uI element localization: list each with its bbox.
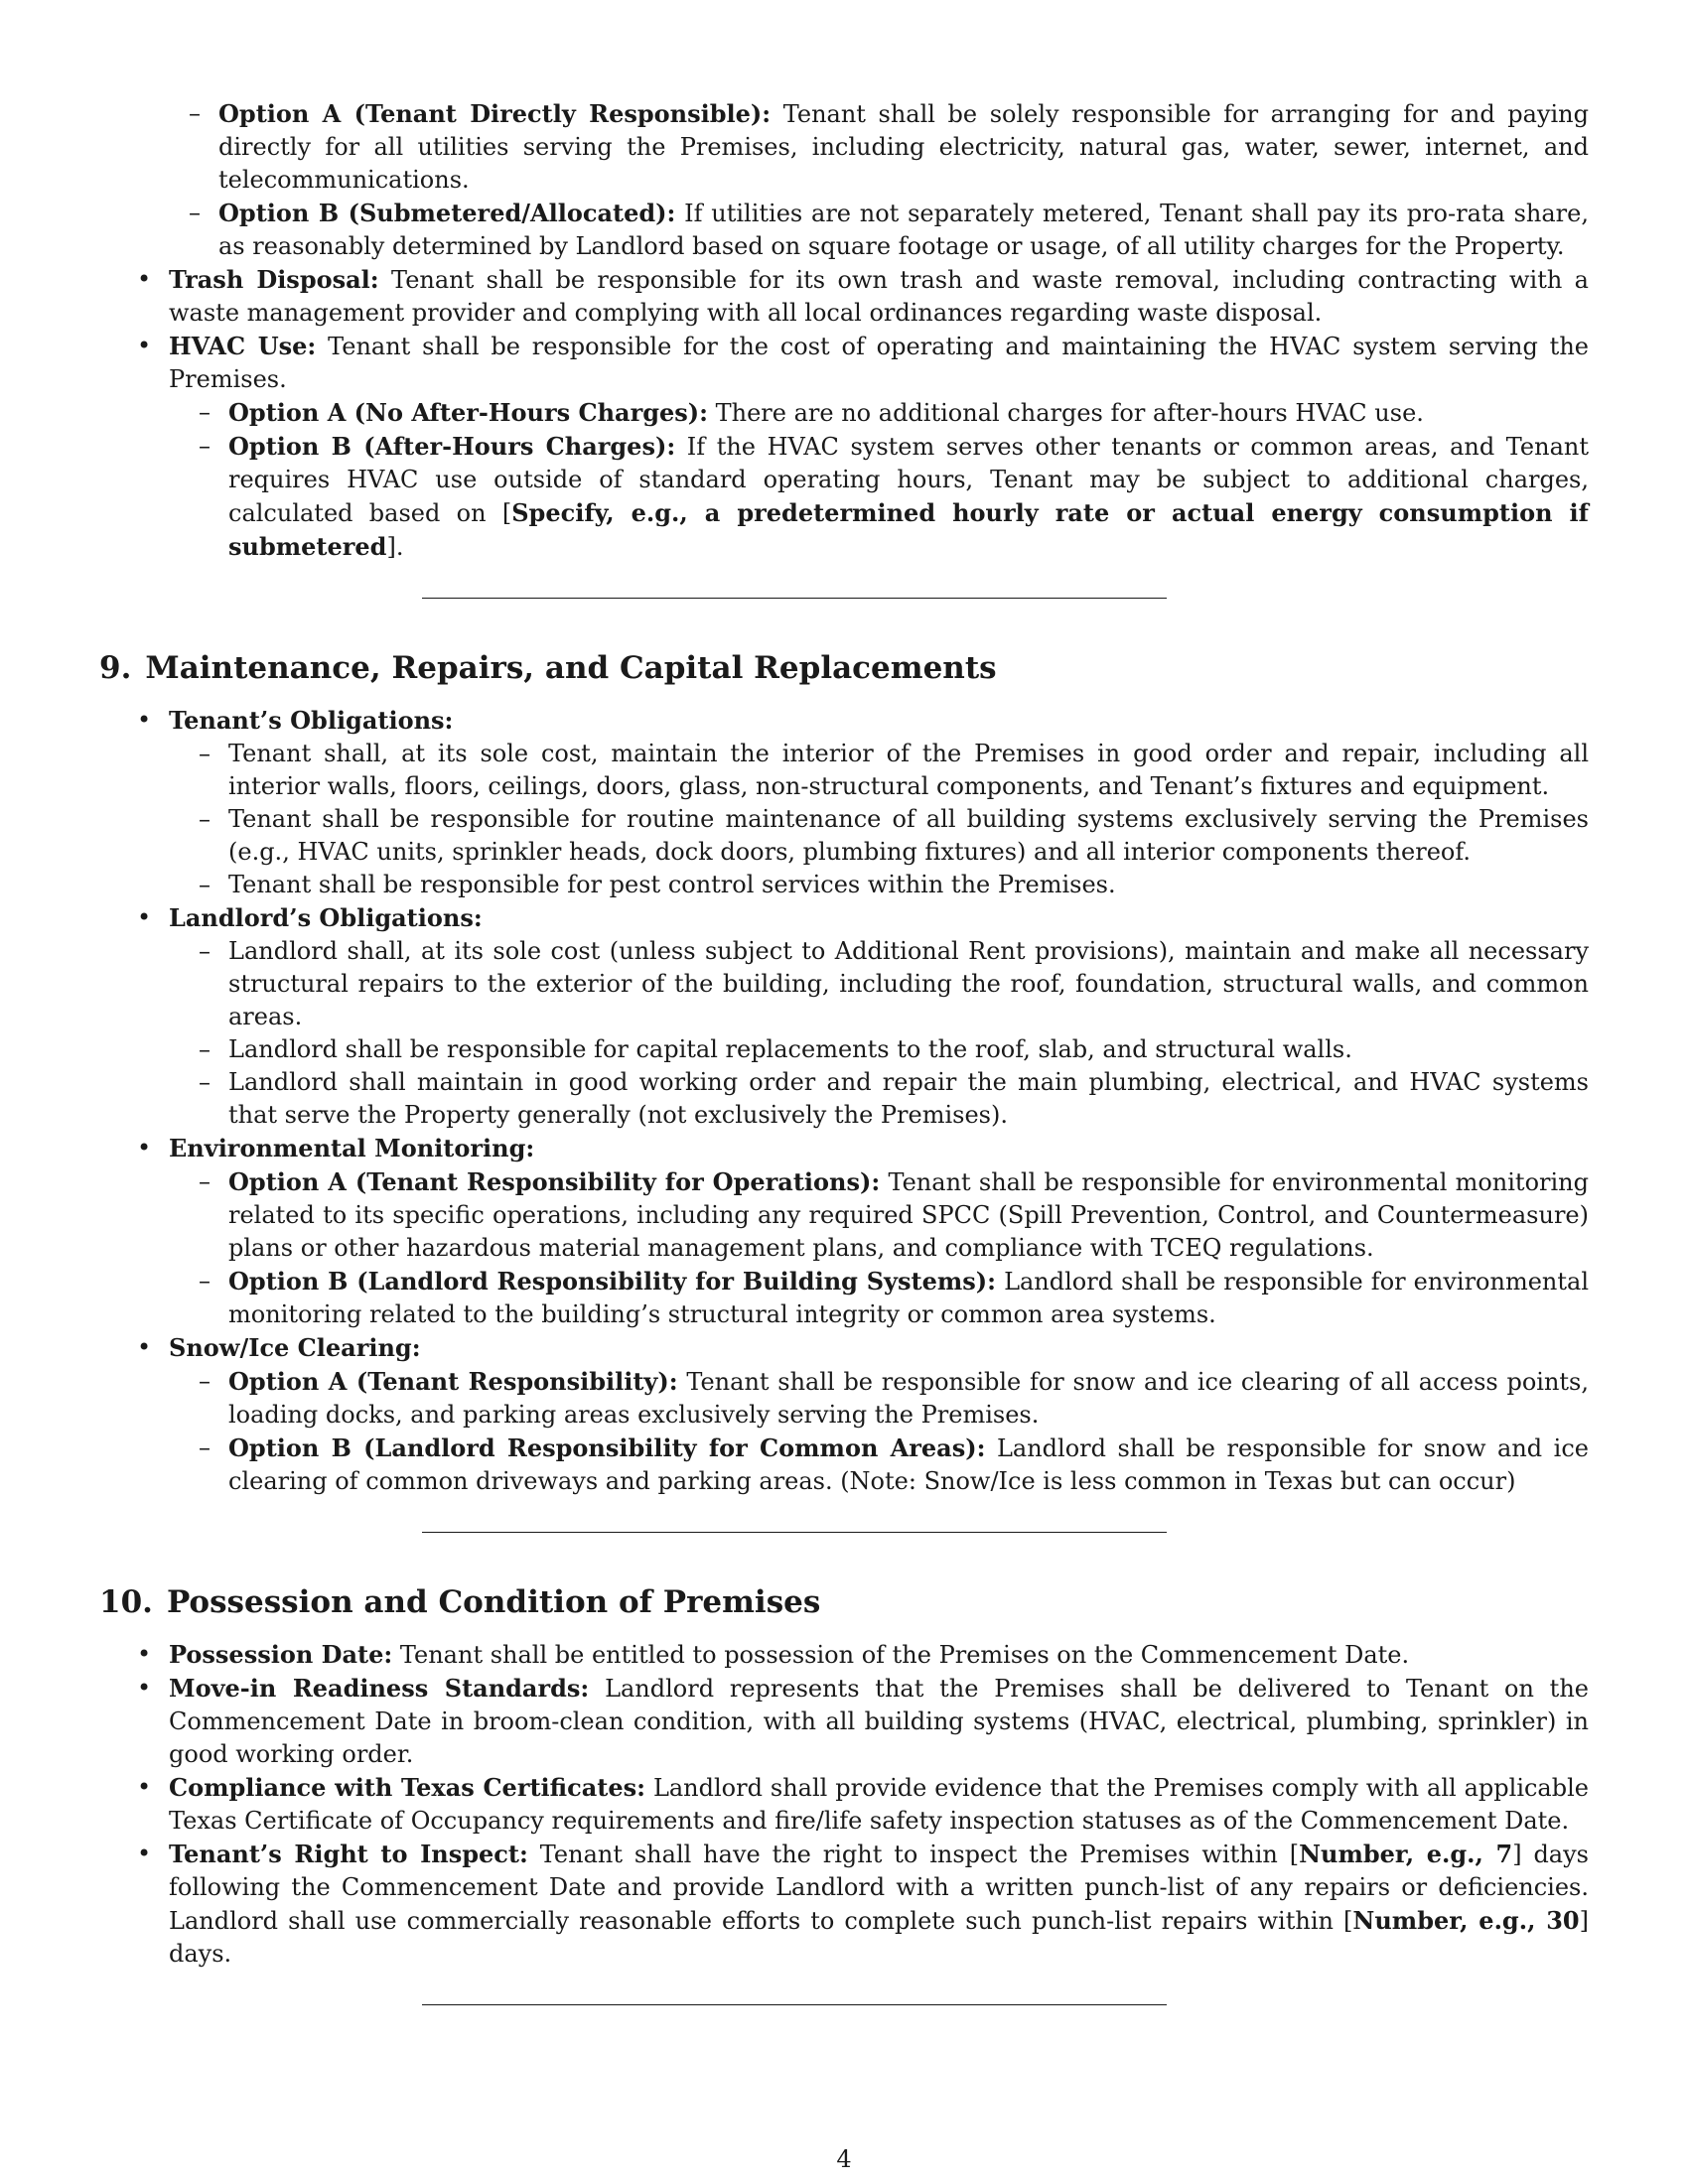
- right-to-inspect-item: • Tenant’s Right to Inspect: Tenant shall have the right to inspect the Premises within [Number, e.g., 7] days following the Commencement Date and provide Landlord with a written punch-list of any repairs or deficiencies. Landlord shall use commercially reasonable efforts to complete such punch-list repairs within [Number, e.g., 30] days.: [99, 1838, 1589, 1971]
- snow-ice-item: • Snow/Ice Clearing: – Option A (Tenant Responsibility): Tenant shall be responsible for snow and ice clearing of all access points, loading docks, and parking areas exclusively serving the Premises. – Option B (Landlord Responsibility for Common Areas): Landlord shall be responsible for snow and ice clearing of common driveways and parking areas. (Note: Snow/Ice is less common in Texas but can occur): [99, 1331, 1589, 1498]
- hvac-options-list: [169, 396, 1589, 564]
- list-item: – Tenant shall be responsible for routine maintenance of all building systems exclusively serving the Premises (e.g., HVAC units, sprinkler heads, dock doors, plumbing fixtures) and all interior components thereof.: [169, 803, 1589, 869]
- snow-option-b: – Option B (Landlord Responsibility for Common Areas): Landlord shall be responsible for snow and ice clearing of common driveways and parking areas. (Note: Snow/Ice is less common in Texas but can occur): [169, 1432, 1589, 1498]
- list-item: – Tenant shall be responsible for pest control services within the Premises.: [169, 869, 1589, 901]
- environmental-option-b: – Option B (Landlord Responsibility for Building Systems): Landlord shall be responsible for environmental monitoring related to the building’s structural integrity or common area systems.: [169, 1265, 1589, 1331]
- utilities-option-a: – Option A (Tenant Directly Responsible): Tenant shall be solely responsible for arranging for and paying directly for all utilities serving the Premises, including electricity, natural gas, water, sewer, internet, and telecommunications.: [159, 97, 1589, 197]
- hvac-option-b: – Option B (After-Hours Charges): If the HVAC system serves other tenants or common areas, and Tenant requires HVAC use outside of standard operating hours, Tenant may be subject to additional charges, calculated based on [Specify, e.g., a predetermined hourly rate or actual energy consumption if submetered].: [169, 430, 1589, 564]
- environmental-monitoring-item: • Environmental Monitoring: – Option A (Tenant Responsibility for Operations): Tenant shall be responsible for environmental monitoring related to its specific operations, including any required SPCC (Spill Prevention, Control, and Countermeasure) plans or other hazardous material management plans, and compliance with TCEQ regulations. – Option B (Landlord Responsibility for Building Systems): Landlord shall be responsible for environmental monitoring related to the building’s structural integrity or common area systems.: [99, 1132, 1589, 1331]
- section-divider: [422, 2004, 1167, 2005]
- trash-disposal-item: • Trash Disposal: Tenant shall be responsible for its own trash and waste removal, including contracting with a waste management provider and complying with all local ordinances regarding waste disposal.: [99, 263, 1589, 330]
- hvac-use-item: • HVAC Use: Tenant shall be responsible for the cost of operating and maintaining the HVAC system serving the Premises. – Option A (No After-Hours Charges): There are no additional charges for after-hours HVAC use. – Option B (After-Hours Charges): If the HVAC system serves other tenants or common areas, and Tenant requires HVAC use outside of standard operating hours, Tenant may be subject to additional charges, calculated based on [Specify, e.g., a predetermined hourly rate or actual energy consumption if submetered].: [99, 330, 1589, 564]
- section-divider: [422, 598, 1167, 599]
- movein-readiness-item: • Move-in Readiness Standards: Landlord represents that the Premises shall be delivered to Tenant on the Commencement Date in broom-clean condition, with all building systems (HVAC, electrical, plumbing, sprinkler) in good working order.: [99, 1672, 1589, 1771]
- utilities-bullets: [99, 263, 1589, 564]
- tenant-obligations-list: [169, 738, 1589, 901]
- section-9-list: [99, 704, 1589, 1498]
- environmental-options-list: [169, 1165, 1589, 1331]
- list-item: – Tenant shall, at its sole cost, maintain the interior of the Premises in good order and repair, including all interior walls, floors, ceilings, doors, glass, non-structural components, and Tenant’s fixtures and equipment.: [169, 738, 1589, 803]
- utilities-options-list: [159, 97, 1589, 263]
- page-number: 4: [836, 2145, 852, 2173]
- snow-option-a: – Option A (Tenant Responsibility): Tenant shall be responsible for snow and ice clearing of all access points, loading docks, and parking areas exclusively serving the Premises.: [169, 1365, 1589, 1432]
- landlord-obligations-list: [169, 935, 1589, 1132]
- section-9-heading: 9. Maintenance, Repairs, and Capital Replacements: [99, 650, 997, 686]
- section-10-list: [99, 1638, 1589, 1971]
- section-10-heading: 10. Possession and Condition of Premises: [99, 1584, 821, 1620]
- possession-date-item: • Possession Date: Tenant shall be entitled to possession of the Premises on the Commencement Date.: [99, 1638, 1589, 1672]
- section-divider: [422, 1532, 1167, 1533]
- utilities-option-b: – Option B (Submetered/Allocated): If utilities are not separately metered, Tenant shall pay its pro-rata share, as reasonably determined by Landlord based on square footage or usage, of all utility charges for the Property.: [159, 197, 1589, 263]
- texas-certificates-item: • Compliance with Texas Certificates: Landlord shall provide evidence that the Premises comply with all applicable Texas Certificate of Occupancy requirements and fire/life safety inspection statuses as of the Commencement Date.: [99, 1771, 1589, 1838]
- snow-options-list: [169, 1365, 1589, 1498]
- list-item: – Landlord shall, at its sole cost (unless subject to Additional Rent provisions), maintain and make all necessary structural repairs to the exterior of the building, including the roof, foundation, structural walls, and common areas.: [169, 935, 1589, 1033]
- hvac-option-a: – Option A (No After-Hours Charges): There are no additional charges for after-hours HVAC use.: [169, 396, 1589, 430]
- page-content: [99, 97, 1589, 2005]
- landlord-obligations-item: • Landlord’s Obligations: – Landlord shall, at its sole cost (unless subject to Additional Rent provisions), maintain and make all necessary structural repairs to the exterior of the building, including the roof, foundation, structural walls, and common areas. – Landlord shall be responsible for capital replacements to the roof, slab, and structural walls. – Landlord shall maintain in good working order and repair the main plumbing, electrical, and HVAC systems that serve the Property generally (not exclusively the Premises).: [99, 901, 1589, 1132]
- list-item: – Landlord shall maintain in good working order and repair the main plumbing, electrical, and HVAC systems that serve the Property generally (not exclusively the Premises).: [169, 1066, 1589, 1132]
- environmental-option-a: – Option A (Tenant Responsibility for Operations): Tenant shall be responsible for environmental monitoring related to its specific operations, including any required SPCC (Spill Prevention, Control, and Countermeasure) plans or other hazardous material management plans, and compliance with TCEQ regulations.: [169, 1165, 1589, 1265]
- tenant-obligations-item: • Tenant’s Obligations: – Tenant shall, at its sole cost, maintain the interior of the Premises in good order and repair, including all interior walls, floors, ceilings, doors, glass, non-structural components, and Tenant’s fixtures and equipment. – Tenant shall be responsible for routine maintenance of all building systems exclusively serving the Premises (e.g., HVAC units, sprinkler heads, dock doors, plumbing fixtures) and all interior components thereof. – Tenant shall be responsible for pest control services within the Premises.: [99, 704, 1589, 901]
- list-item: – Landlord shall be responsible for capital replacements to the roof, slab, and structural walls.: [169, 1033, 1589, 1066]
